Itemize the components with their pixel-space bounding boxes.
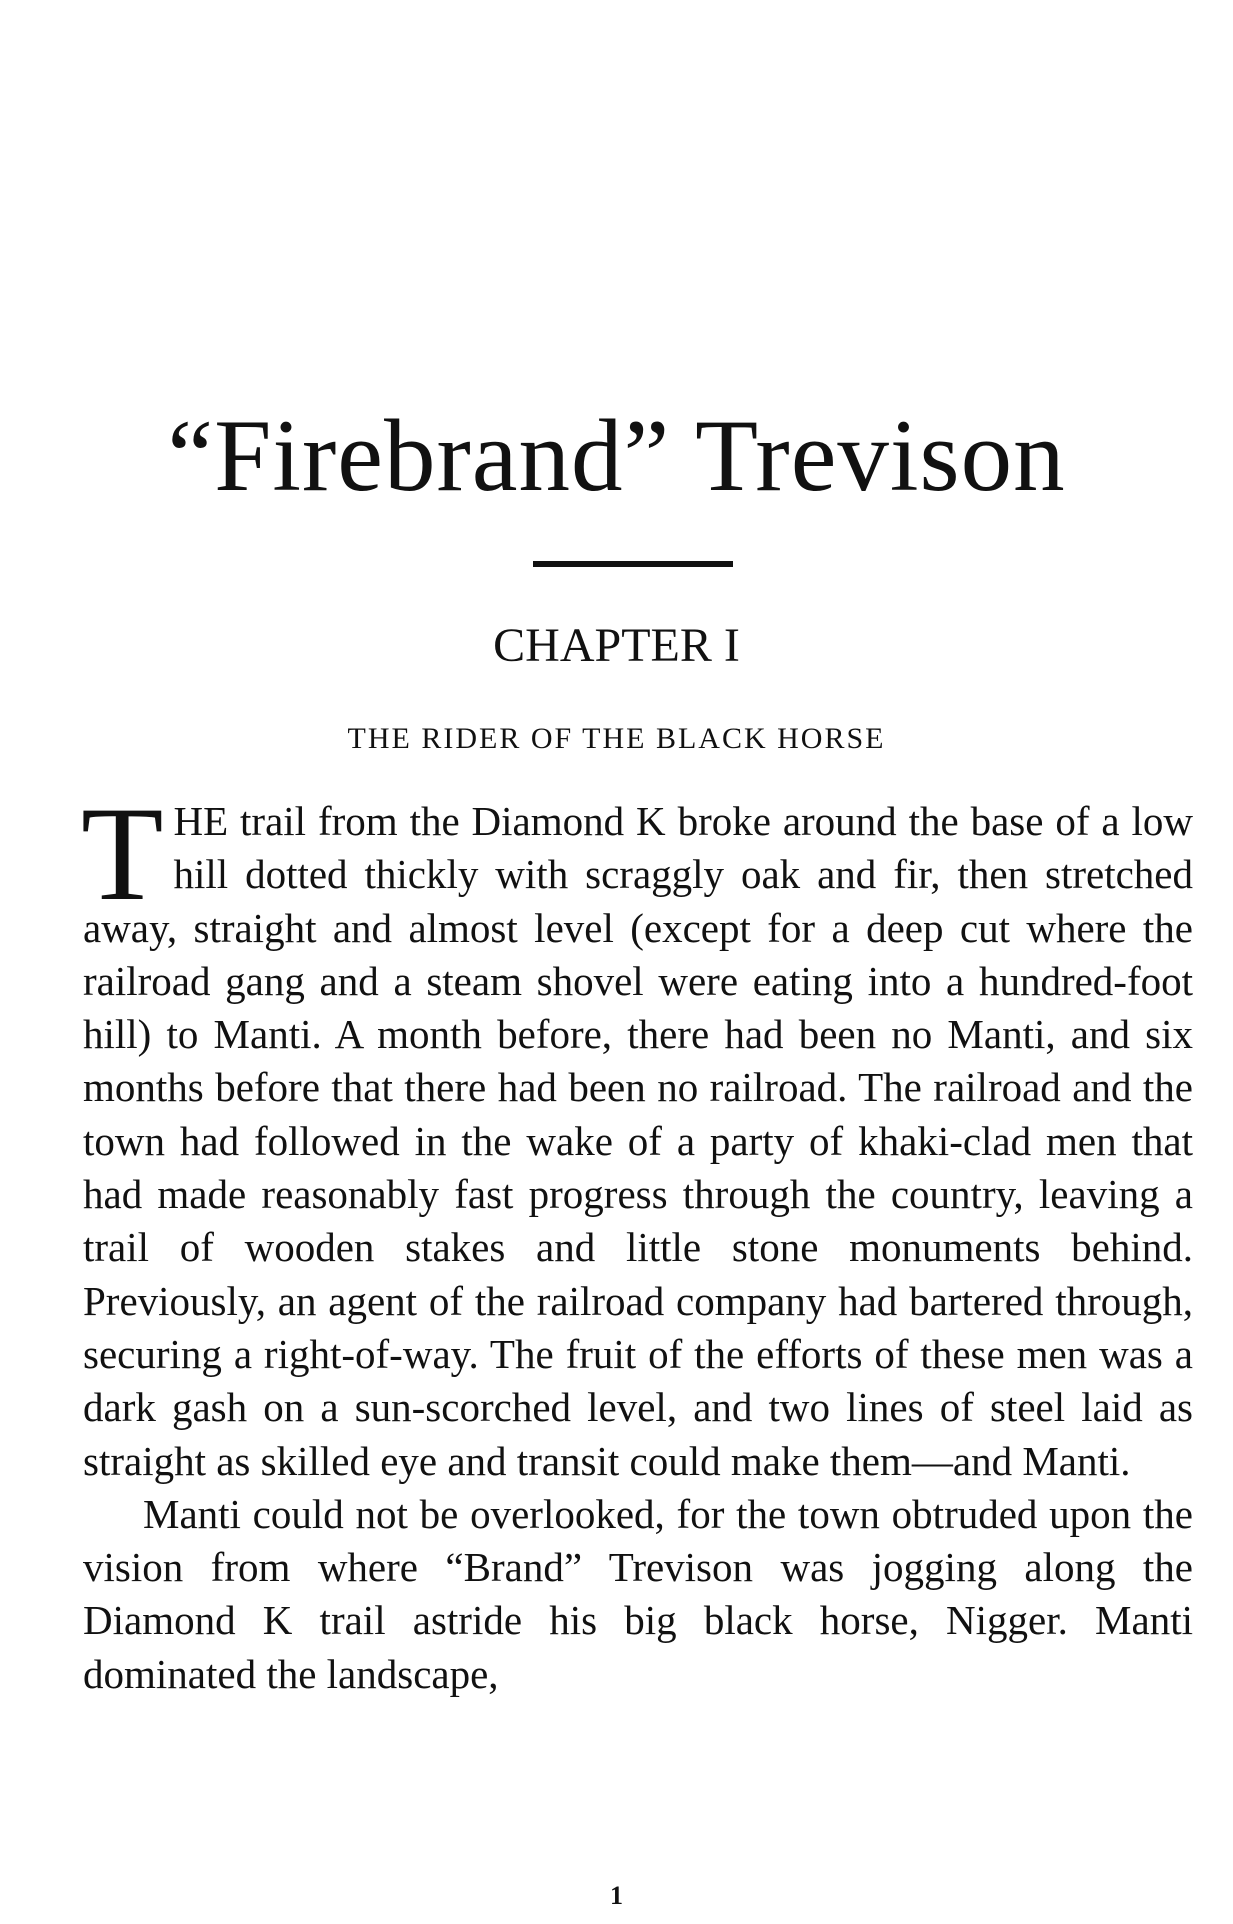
paragraph-2	[83, 1488, 1193, 1701]
chapter-body	[81, 780, 1193, 1701]
paragraph-1-text: HE trail from the Diamond K broke around the base of a low hill dotted thickly with scraggly oak and fir, then stretched away, straight and almost level (except for a deep cut where the railroad gang and a steam shovel were eating into a hundred-foot hill) to Manti. A month before, there had been no Manti, and six months before that there had been no railroad. The railroad and the town had followed in the wake of a party of khaki-clad men that had made reasonably fast progress through the country, leaving a trail of wooden stakes and little stone monuments behind. Previously, an agent of the railroad company had bartered through, securing a right-of-way. The fruit of the efforts of these men was a dark gash on a sun-scorched level, and two lines of steel laid as straight as skilled eye and transit could make them—and Manti.	[83, 798, 1193, 1484]
title-divider-rule	[533, 561, 733, 567]
book-title: “Firebrand” Trevison	[167, 399, 1066, 513]
drop-cap: T	[81, 780, 164, 929]
chapter-heading: CHAPTER I	[493, 619, 740, 672]
paragraph-2-text: Manti could not be overlooked, for the town obtruded upon the vision from where “Brand” Trevison was jogging along the Diamond K trail astride his big black horse, Nigger. Manti dominated the landscape,	[83, 1490, 1193, 1697]
page-number: 1	[610, 1881, 623, 1910]
paragraph-1	[81, 780, 1193, 1488]
chapter-subtitle: THE RIDER OF THE BLACK HORSE	[347, 722, 886, 755]
